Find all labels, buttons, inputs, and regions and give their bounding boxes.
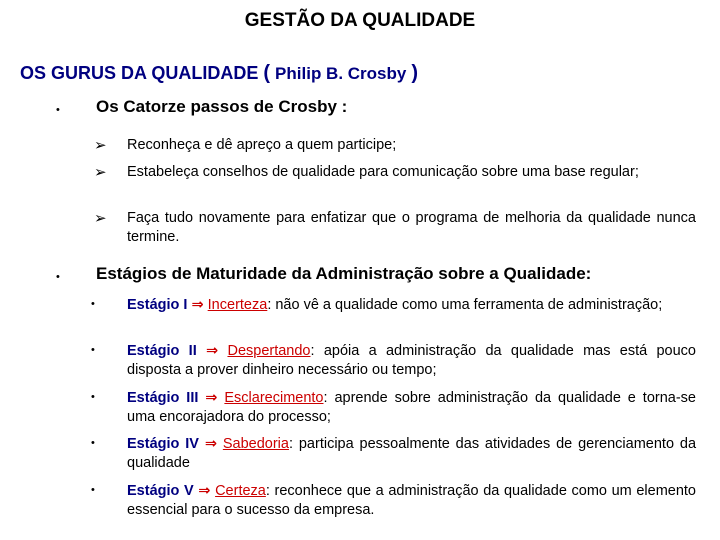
subtitle-guru-name: Philip B. Crosby bbox=[275, 64, 407, 83]
stage-label: Estágio V bbox=[127, 483, 194, 499]
stage-description: : aprende sobre administração da qualidade e torna-se uma encorajadora do processo; bbox=[127, 390, 696, 425]
list-item bbox=[127, 296, 696, 315]
stage-name: Sabedoria bbox=[222, 436, 289, 452]
stage-name: Despertando bbox=[227, 343, 311, 359]
list-item: Faça tudo novamente para enfatizar que o programa de melhoria da qualidade nunca termine. bbox=[127, 210, 696, 245]
page-title: GESTÃO DA QUALIDADE bbox=[244, 10, 476, 31]
stage-name: Incerteza bbox=[207, 297, 268, 313]
stage-description: : não vê a qualidade como uma ferramenta de administração; bbox=[267, 297, 663, 313]
list-item: Estabeleça conselhos de qualidade para comunicação sobre uma base regular; bbox=[127, 164, 639, 180]
bullet-icon: • bbox=[56, 104, 60, 116]
list-item bbox=[127, 342, 696, 380]
implies-arrow-icon: ⇒ bbox=[204, 436, 217, 452]
implies-arrow-icon: ⇒ bbox=[206, 343, 219, 359]
list-item bbox=[127, 389, 696, 427]
implies-arrow-icon: ⇒ bbox=[198, 483, 211, 499]
section-heading-crosby-steps: Os Catorze passos de Crosby : bbox=[96, 97, 348, 116]
bullet-icon: • bbox=[56, 271, 60, 283]
bullet-icon: • bbox=[91, 298, 95, 310]
implies-arrow-icon: ⇒ bbox=[205, 390, 218, 406]
subtitle-open-paren: ( bbox=[263, 62, 271, 84]
stage-description: : participa pessoalmente das atividades de gerenciamento da qualidade bbox=[127, 436, 697, 471]
bullet-icon: • bbox=[91, 391, 95, 403]
stage-description: : reconhece que a administração da qualidade como um elemento essencial para o sucesso da empresa. bbox=[127, 483, 696, 518]
stage-name: Esclarecimento bbox=[224, 390, 324, 406]
arrow-bullet-icon: ➢ bbox=[94, 210, 107, 227]
stage-label: Estágio I bbox=[127, 297, 188, 313]
list-item bbox=[127, 482, 696, 520]
bullet-icon: • bbox=[91, 484, 95, 496]
stage-label: Estágio II bbox=[127, 343, 197, 359]
section-heading-maturity-stages: Estágios de Maturidade da Administração sobre a Qualidade: bbox=[96, 264, 592, 283]
implies-arrow-icon: ⇒ bbox=[191, 297, 204, 313]
subtitle-prefix: OS GURUS DA QUALIDADE bbox=[20, 63, 259, 83]
stage-name: Certeza bbox=[215, 483, 266, 499]
list-item bbox=[127, 435, 696, 473]
stage-label: Estágio IV bbox=[127, 436, 199, 452]
list-item: Reconheça e dê apreço a quem participe; bbox=[127, 137, 397, 153]
arrow-bullet-icon: ➢ bbox=[94, 164, 107, 181]
stage-label: Estágio III bbox=[127, 390, 199, 406]
stage-description: : apóia a administração da qualidade mas está pouco disposta a prover dinheiro necessário ou tempo; bbox=[127, 343, 696, 378]
bullet-icon: • bbox=[91, 437, 95, 449]
subtitle-close-paren: ) bbox=[411, 62, 419, 84]
section-subtitle bbox=[20, 62, 418, 85]
bullet-icon: • bbox=[91, 344, 95, 356]
arrow-bullet-icon: ➢ bbox=[94, 137, 107, 154]
